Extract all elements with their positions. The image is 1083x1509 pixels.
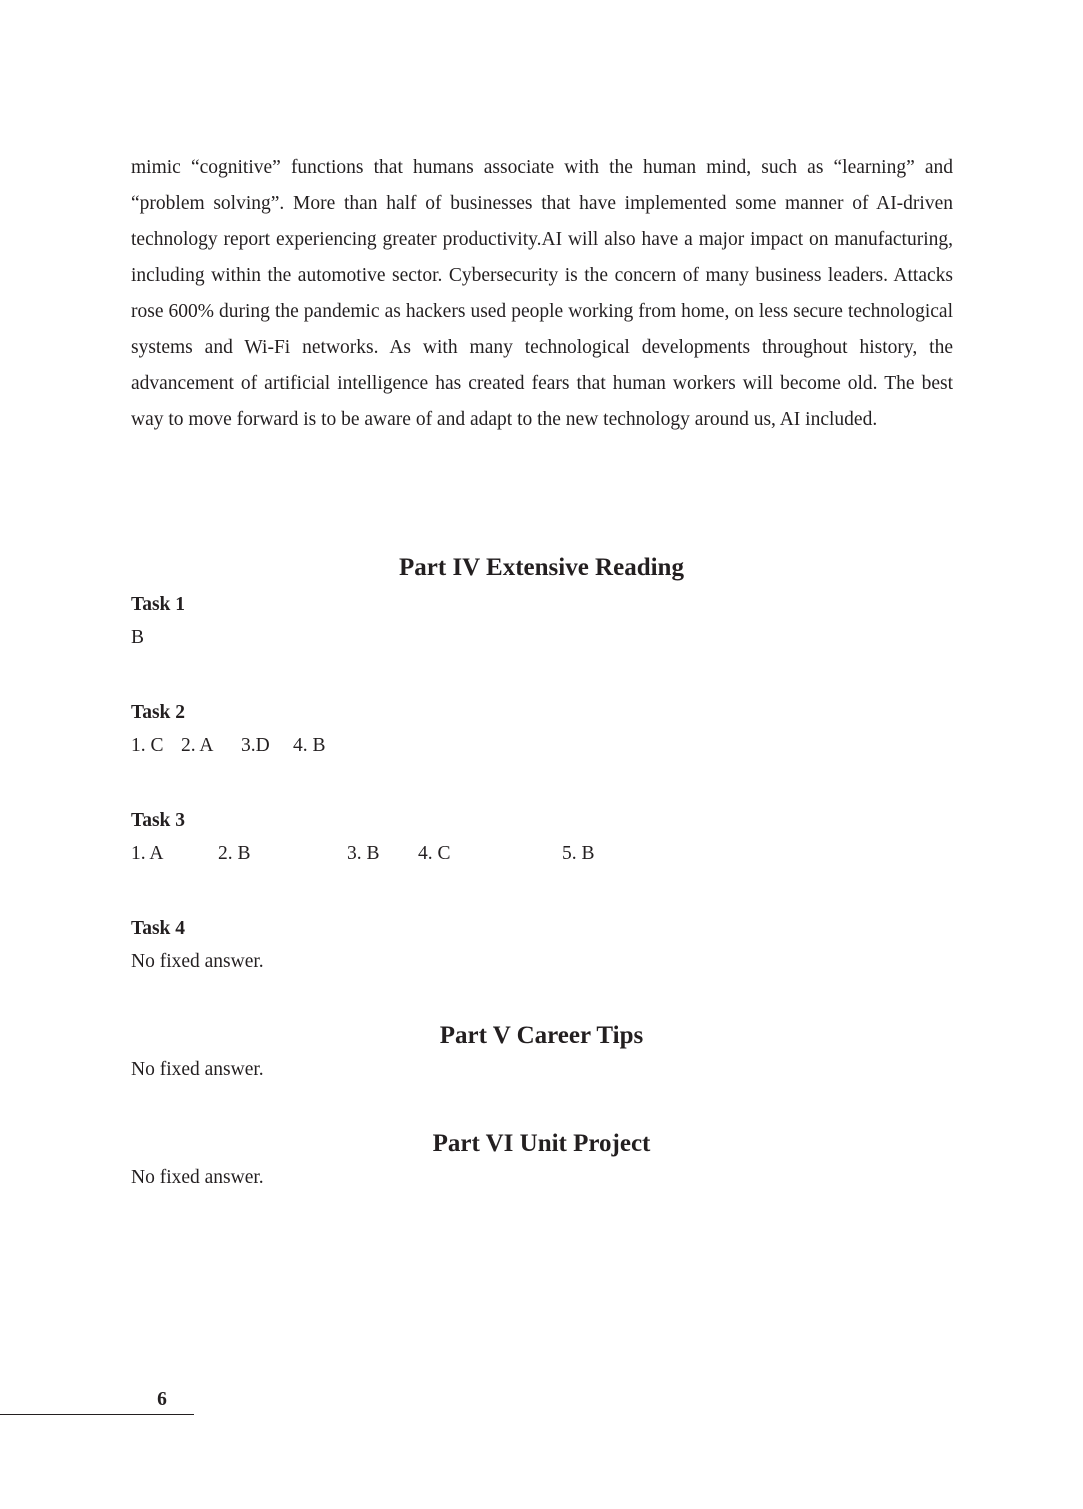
task-3-answer-5: 5. B <box>562 843 595 864</box>
task-2-answer-4: 4. B <box>293 735 326 756</box>
page-number: 6 <box>157 1389 167 1410</box>
part-v-answer: No fixed answer. <box>131 1059 264 1080</box>
task-3-heading: Task 3 <box>131 810 186 831</box>
task-2-answer-2: 2. A <box>181 735 214 756</box>
part-vi-answer: No fixed answer. <box>131 1167 264 1188</box>
task-3-answer-2: 2. B <box>218 843 251 864</box>
body-paragraph: mimic “cognitive” functions that humans associate with the human mind, such as “learning” and “problem solving”. More than half of businesses that have implemented some manner of AI-driven technology report experiencing greater productivity.AI will also have a major impact on manufacturing, including within the automotive sector. Cybersecurity is the concern of many business leaders. Attacks rose 600% during the pandemic as hackers used people working from home, on less secure technological systems and Wi-Fi networks. As with many technological developments throughout history, the advancement of artificial intelligence has created fears that human workers will become old. The best way to move forward is to be aware of and adapt to the new technology around us, AI included. <box>131 157 953 430</box>
task-3-answer-4: 4. C <box>418 843 451 864</box>
footer-rule <box>0 1414 194 1415</box>
task-2-answer-1: 1. C <box>131 735 164 756</box>
task-1-answer: B <box>131 627 145 648</box>
part-vi-heading: Part VI Unit Project <box>432 1130 651 1157</box>
task-3-answer-1: 1. A <box>131 843 164 864</box>
task-2-heading: Task 2 <box>131 702 186 723</box>
part-v-heading: Part V Career Tips <box>439 1022 644 1049</box>
task-4-answer: No fixed answer. <box>131 951 264 972</box>
task-3-answer-3: 3. B <box>347 843 380 864</box>
task-1-heading: Task 1 <box>131 594 186 615</box>
task-4-heading: Task 4 <box>131 918 186 939</box>
task-2-answer-3: 3.D <box>241 735 270 756</box>
part-iv-heading: Part IV Extensive Reading <box>399 554 684 581</box>
